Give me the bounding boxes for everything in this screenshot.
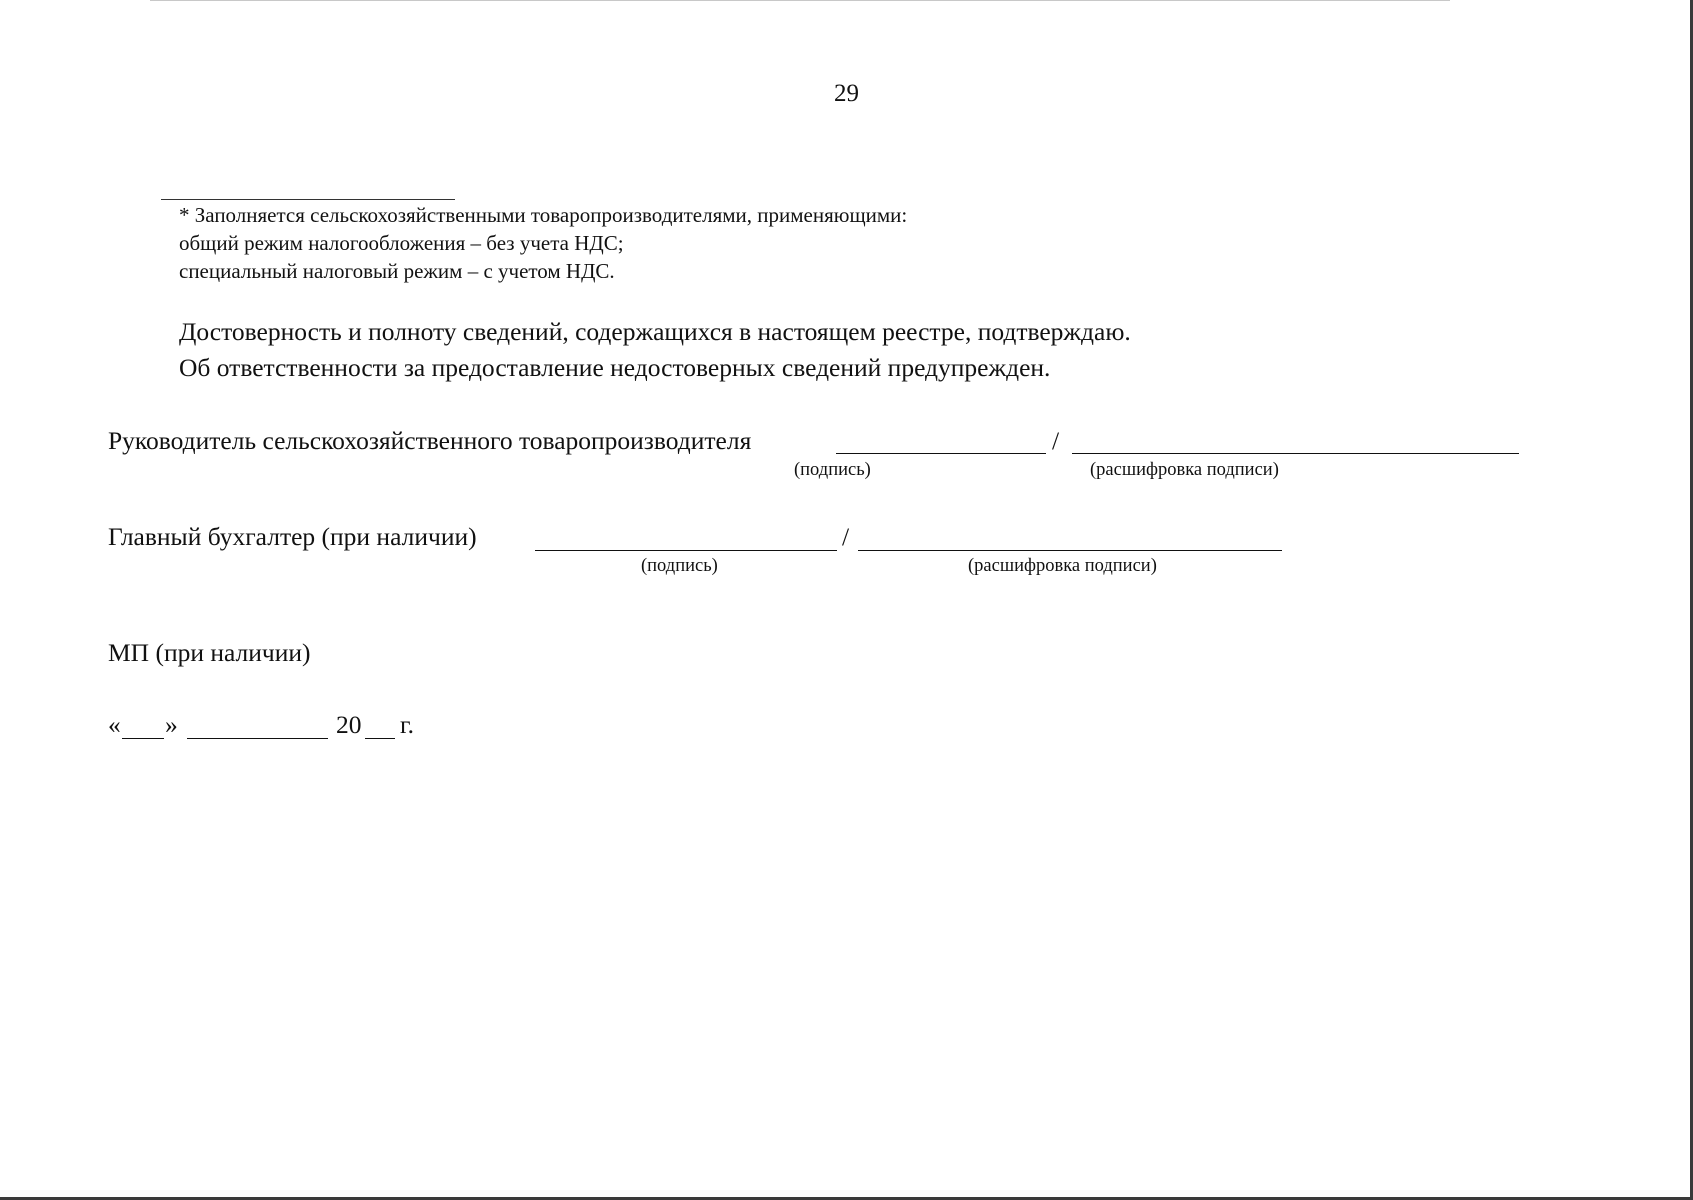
footnote-line-3: специальный налоговый режим – с учетом НДС. [179, 259, 615, 283]
scan-edge-top [150, 0, 1450, 1]
head-decoding-caption: (расшифровка подписи) [1090, 460, 1279, 480]
head-signature-decoding-field[interactable] [1072, 453, 1519, 454]
accountant-signature-field[interactable] [535, 550, 837, 551]
date-year-field[interactable] [365, 738, 395, 739]
accountant-signature-decoding-field[interactable] [858, 550, 1282, 551]
date-month-field[interactable] [187, 738, 328, 739]
statement-line-2: Об ответственности за предоставление недостоверных сведений предупрежден. [179, 353, 1051, 382]
date-open-quote: « [108, 710, 121, 739]
accountant-signature-separator: / [842, 522, 850, 551]
head-signature-caption: (подпись) [794, 460, 871, 480]
page-number: 29 [834, 80, 859, 107]
date-day-field[interactable] [122, 738, 164, 739]
date-year-prefix: 20 [336, 710, 362, 739]
statement-line-1: Достоверность и полноту сведений, содержащихся в настоящем реестре, подтверждаю. [179, 317, 1131, 346]
head-signature-separator: / [1052, 426, 1060, 455]
accountant-decoding-caption: (расшифровка подписи) [968, 556, 1157, 576]
date-close-quote: » [165, 710, 178, 739]
head-signature-field[interactable] [836, 453, 1046, 454]
footnote-separator [161, 199, 455, 200]
head-signature-label: Руководитель сельскохозяйственного товаропроизводителя [108, 426, 752, 455]
accountant-signature-caption: (подпись) [641, 556, 718, 576]
footnote-line-2: общий режим налогообложения – без учета НДС; [179, 231, 624, 255]
accountant-signature-label: Главный бухгалтер (при наличии) [108, 522, 477, 551]
date-year-suffix: г. [400, 710, 414, 739]
footnote-line-1: * Заполняется сельскохозяйственными товаропроизводителями, применяющими: [179, 203, 908, 227]
stamp-label: МП (при наличии) [108, 638, 311, 667]
